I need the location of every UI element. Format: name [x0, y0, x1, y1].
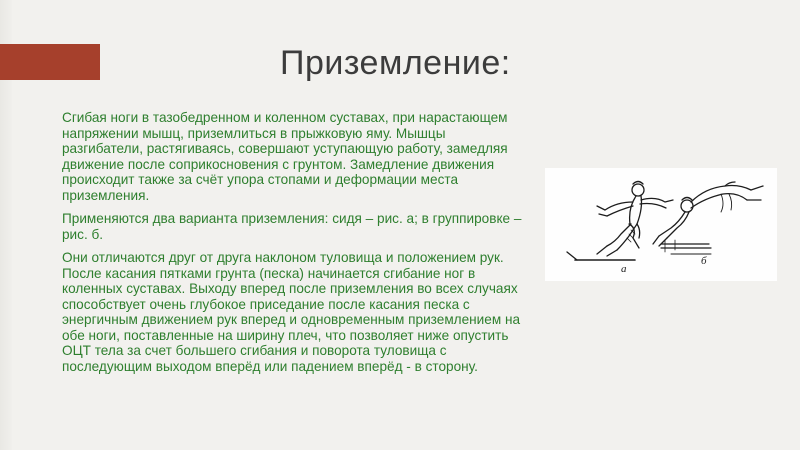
landing-illustration [545, 168, 777, 281]
athlete-figure-a [567, 182, 673, 261]
paragraph-landing-technique: Сгибая ноги в тазобедренном и коленном суставах, при нарастающем напряжении мышц, приземлиться в прыжковую яму. Мышцы разгибатели, растягиваясь, совершают уступающую работу, замедляя движение после соприкосновения с грунтом. Замедление движения происходит также за счёт упора стопами и деформации места приземления. [62, 110, 508, 203]
figure-label-a: а [621, 263, 627, 275]
paragraph-landing-differences: Они отличаются друг от друга наклоном туловища и положением рук. После касания пятками грунта (песка) начинается сгибание ног в коленных суставах. Выходу вперед после приземления во всех случаях способствует очень глубокое приседание после касания песка с энергичным движением рук вперед и одновременным приземлением на обе ноги, поставленные на ширину плеч, что позволяет ниже опустить ОЦТ тела за счет большего сгибания и поворота туловища с последующим выходом вперёд или падением вперёд - в сторону. [62, 250, 521, 374]
paragraph-landing-variants: Применяются два варианта приземления: сидя – рис. а; в группировке – рис. б. [62, 211, 522, 242]
slide-body [62, 110, 524, 382]
athlete-figure-b [653, 182, 763, 254]
slide-title: Приземление: [280, 44, 511, 82]
title-accent-bar [0, 44, 100, 80]
figure-label-b: б [701, 255, 707, 267]
